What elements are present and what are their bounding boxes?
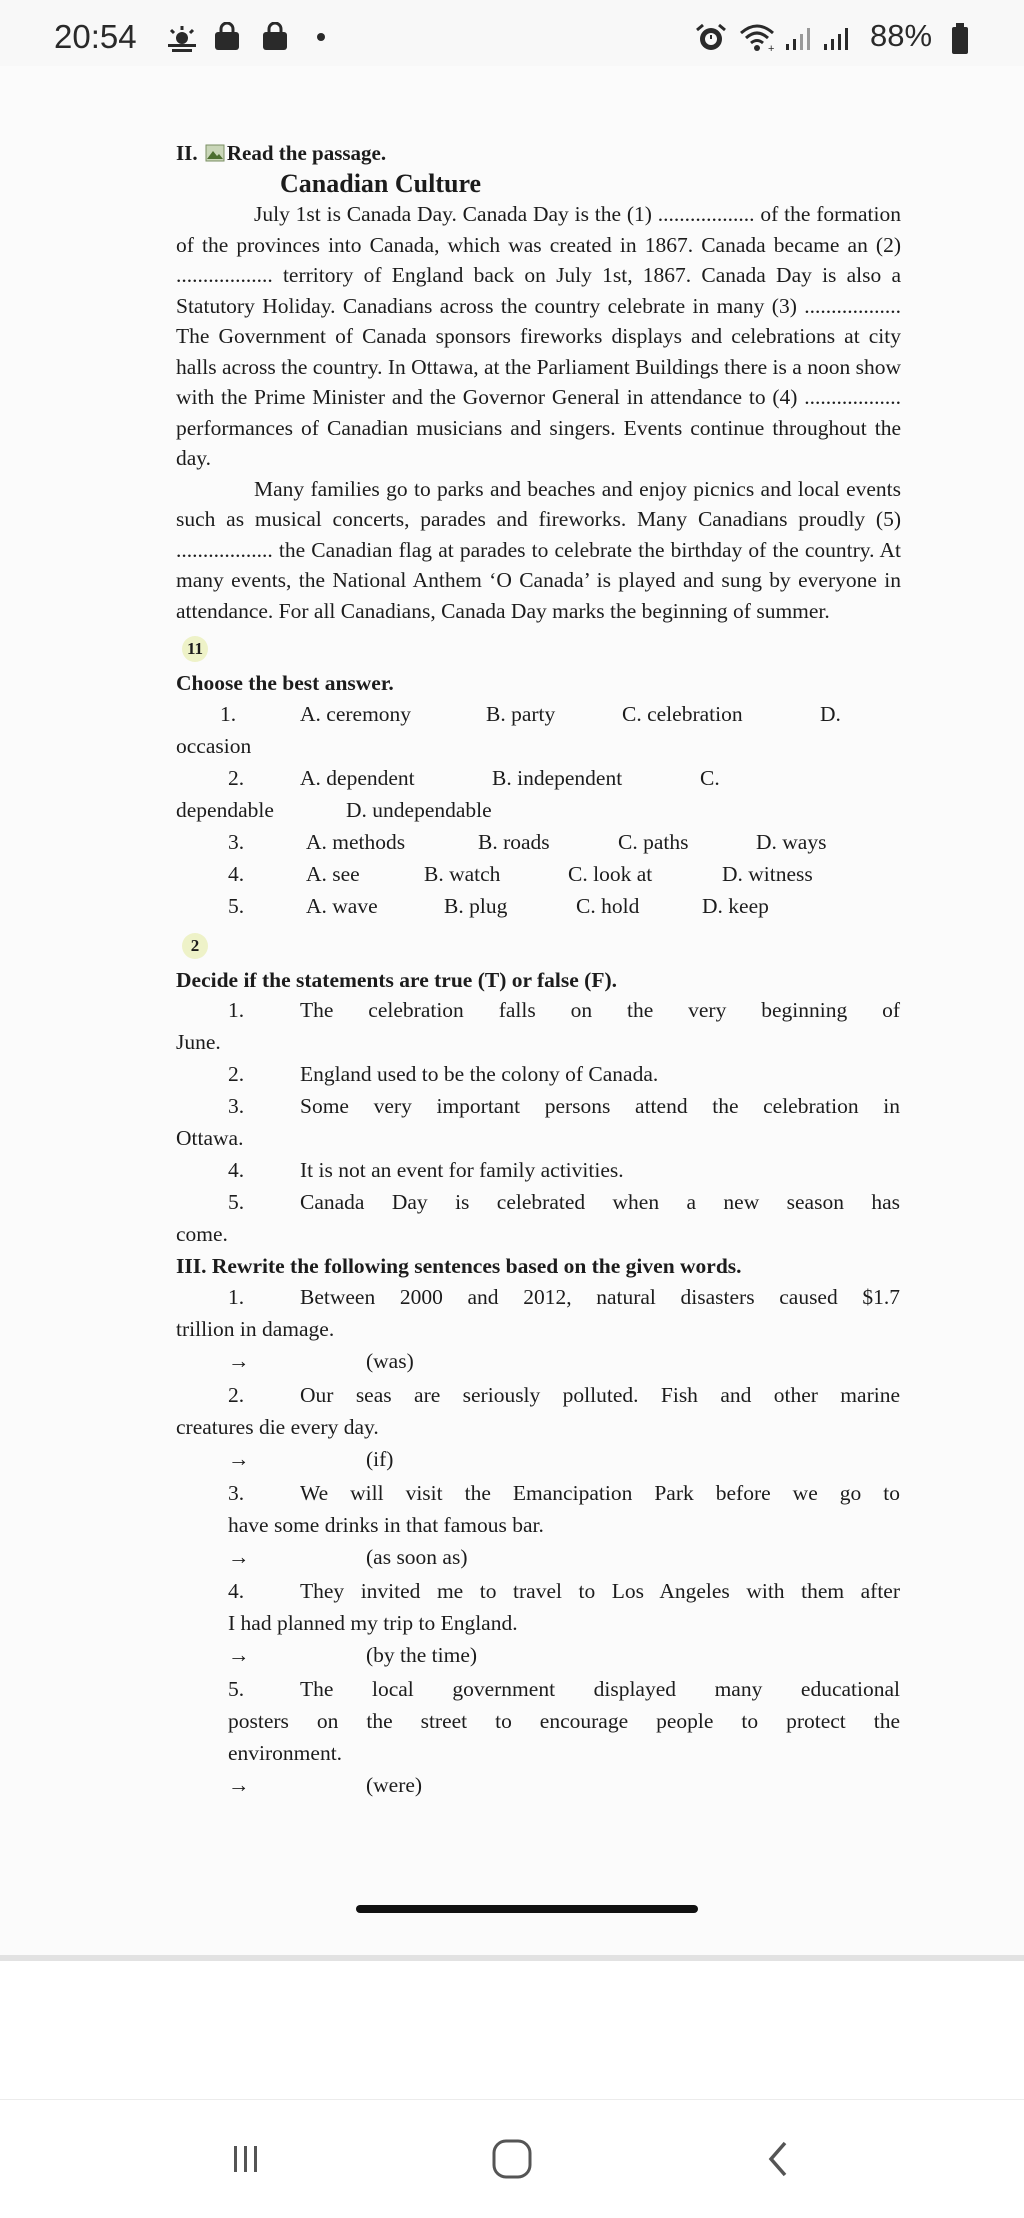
option: D. <box>820 701 841 726</box>
option: B. plug <box>444 893 508 918</box>
tf-statement: 2. England used to be the colony of Canada. <box>228 1062 659 1086</box>
option: D. ways <box>756 829 827 854</box>
home-button[interactable] <box>482 2136 542 2182</box>
navigation-bar <box>0 2099 1024 2218</box>
section-instruction: Read the passage. <box>226 141 387 165</box>
home-icon <box>490 2137 534 2181</box>
rewrite-item-wrap: posters on the street to encourage people to protect the <box>228 1708 900 1733</box>
rewrite-answer-line[interactable] <box>176 1346 901 1380</box>
tf-heading: Decide if the statements are true (T) or false (F). <box>176 967 618 992</box>
tf-statement-wrap: Ottawa. <box>176 1126 244 1150</box>
tf-statement: 3. Some very important persons attend the celebration in <box>228 1094 900 1118</box>
section-heading <box>176 138 901 169</box>
battery-percent: 88% <box>870 18 933 53</box>
rewrite-answer-line[interactable] <box>176 1770 901 1804</box>
recent-apps-icon <box>229 2142 263 2176</box>
option: A. ceremony <box>300 701 412 726</box>
shopping-bag-icon <box>260 22 290 52</box>
passage-title: Canadian Culture <box>280 168 482 198</box>
exercise-badge: 11 <box>182 636 208 662</box>
mc-heading: Choose the best answer. <box>176 671 394 695</box>
hint-word: (was) <box>366 1348 414 1373</box>
tf-statement-wrap: June. <box>176 1030 221 1054</box>
shopping-bag-icon <box>212 22 242 52</box>
mc-question: 5. A. wave B. plug C. hold D. keep <box>176 891 901 923</box>
rewrite-answer-line[interactable] <box>176 1444 901 1478</box>
rewrite-item-wrap: have some drinks in that famous bar. <box>228 1512 544 1537</box>
battery-icon <box>950 22 970 56</box>
rewrite-heading: III. Rewrite the following sentences based on the given words. <box>176 1254 742 1278</box>
option: D. keep <box>702 893 769 918</box>
option: B. independent <box>492 765 623 790</box>
option: C. look at <box>568 861 653 886</box>
dot-icon <box>316 32 326 42</box>
hint-word: (if) <box>366 1446 394 1471</box>
passage-paragraph: Many families go to parks and beaches and enjoy picnics and local events such as musical concerts, parades and fireworks. Many Canadians proudly (5) .................. the Canadian flag at parades to celebrate the birthday of the country. At many events, the National Anthem ‘O Canada’ is played and sung by everyone in attendance. For all Canadians, Canada Day marks the beginning of summer. <box>176 476 901 623</box>
option: D. undependable <box>346 797 492 822</box>
rewrite-item: 5. The local government displayed many educational <box>228 1676 900 1701</box>
rewrite-item-wrap: I had planned my trip to England. <box>228 1610 518 1635</box>
rewrite-item: 2. Our seas are seriously polluted. Fish and other marine <box>228 1382 900 1407</box>
arrow-icon: → <box>228 1544 250 1569</box>
option: C. hold <box>576 893 640 918</box>
svg-text:+: + <box>768 43 775 54</box>
worksheet <box>176 138 901 1804</box>
tf-statement: 1. The celebration falls on the very beginning of <box>228 998 900 1022</box>
rewrite-item-wrap: creatures die every day. <box>176 1414 379 1439</box>
hint-word: (were) <box>366 1772 423 1797</box>
option: D. witness <box>722 861 813 886</box>
wifi-icon <box>738 22 778 54</box>
option: A. wave <box>306 893 378 918</box>
pen-scribble <box>356 1905 698 1913</box>
option: C. <box>700 765 720 790</box>
recent-apps-button[interactable] <box>216 2136 276 2182</box>
clock: 20:54 <box>54 18 137 55</box>
tf-statement: 4. It is not an event for family activities. <box>228 1158 624 1182</box>
tf-statement: 5. Canada Day is celebrated when a new season has <box>228 1190 900 1214</box>
rewrite-answer-line[interactable] <box>176 1542 901 1576</box>
option: B. roads <box>478 829 550 854</box>
tf-statement-wrap: come. <box>176 1222 228 1246</box>
back-button[interactable] <box>748 2136 808 2182</box>
rewrite-item: 3. We will visit the Emancipation Park before we go to <box>228 1480 900 1505</box>
option: A. dependent <box>300 765 415 790</box>
rewrite-item: 4. They invited me to travel to Los Angeles with them after <box>228 1578 900 1603</box>
option: C. paths <box>618 829 689 854</box>
exercise-badge: 2 <box>182 933 208 959</box>
option: A. methods <box>306 829 406 854</box>
empty-area <box>0 1961 1024 2099</box>
mc-question: 1. A. ceremony B. party C. celebration D. <box>176 699 901 731</box>
mc-question-wrap: occasion <box>176 733 252 758</box>
mc-question: 3. A. methods B. roads C. paths D. ways <box>176 827 901 859</box>
weather-icon <box>166 24 198 54</box>
passage-paragraph: July 1st is Canada Day. Canada Day is the (1) .................. of the formation of the provinces into Canada, which was created in 1867. Canada became an (2) .................. territory of England back on July 1st, 1867. Canada Day is also a Statutory Holiday. Canadians across the country celebrate in many (3) .................. The Government of Canada sponsors fireworks displays and celebrations at city halls across the country. In Ottawa, at the Parliament Buildings there is a noon show with the Prime Minister and the Governor General in attendance to (4) .................. performances of Canadian musicians and singers. Events continue throughout the day. <box>176 202 901 470</box>
option: C. celebration <box>622 701 743 726</box>
option: B. party <box>486 701 556 726</box>
signal-icon <box>822 26 856 52</box>
mc-question: 2. A. dependent B. independent C. <box>176 763 901 795</box>
alarm-icon <box>694 22 728 54</box>
option: B. watch <box>424 861 501 886</box>
arrow-icon: → <box>228 1772 250 1797</box>
section-number: II. <box>176 141 198 165</box>
signal-icon <box>784 26 818 52</box>
rewrite-item-wrap: environment. <box>228 1740 343 1765</box>
arrow-icon: → <box>228 1348 250 1373</box>
rewrite-item-wrap: trillion in damage. <box>176 1316 335 1341</box>
arrow-icon: → <box>228 1446 250 1471</box>
hint-word: (by the time) <box>366 1642 478 1667</box>
option: A. see <box>306 861 360 886</box>
arrow-icon: → <box>228 1642 250 1667</box>
rewrite-item: 1. Between 2000 and 2012, natural disasters caused $1.7 <box>228 1284 900 1309</box>
back-icon <box>761 2139 795 2179</box>
image-placeholder-icon <box>205 144 225 162</box>
document-page <box>0 66 1024 1956</box>
rewrite-answer-line[interactable] <box>176 1640 901 1674</box>
hint-word: (as soon as) <box>366 1544 468 1569</box>
mc-question-wrap: dependable D. undependable <box>176 795 901 827</box>
mc-question: 4. A. see B. watch C. look at D. witness <box>176 859 901 891</box>
